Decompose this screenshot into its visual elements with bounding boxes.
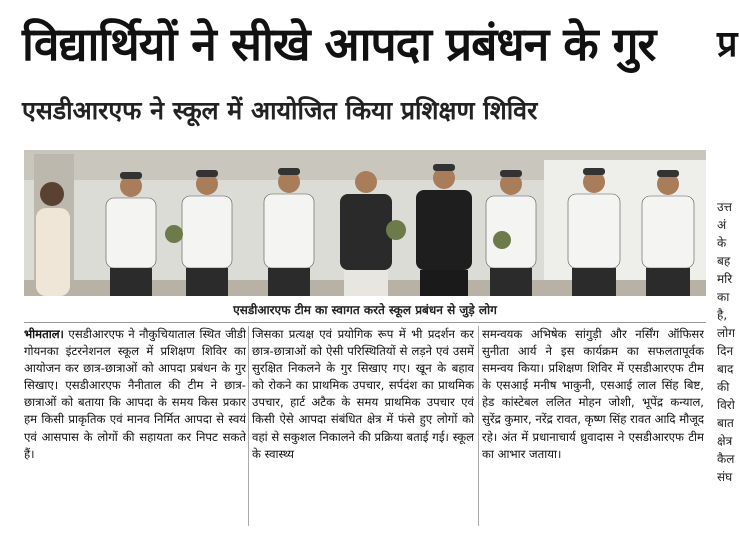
photo-caption: एसडीआरएफ टीम का स्वागत करते स्कूल प्रबंधन से जुड़े लोग: [24, 298, 706, 323]
adjacent-line: का: [717, 290, 730, 304]
headline: विद्यार्थियों ने सीखे आपदा प्रबंधन के गुर: [22, 17, 656, 71]
adjacent-line: लोग: [717, 326, 736, 340]
adjacent-line: बाद: [717, 362, 734, 376]
adjacent-line: है,: [717, 308, 728, 322]
adjacent-line: कैल: [717, 452, 735, 466]
adjacent-line: की: [717, 380, 730, 394]
adjacent-line: दिन: [717, 344, 734, 358]
column-divider: [248, 326, 249, 526]
adjacent-line: क्षेत्र: [717, 434, 733, 448]
adjacent-line: अं: [717, 218, 727, 232]
photo-illustration: [24, 150, 706, 296]
news-photo: [24, 150, 706, 296]
column-divider: [478, 326, 479, 526]
adjacent-line: विरो: [717, 398, 735, 412]
adjacent-line: मरि: [717, 272, 733, 286]
adjacent-article-fragment: [713, 0, 739, 540]
adjacent-line: के: [717, 236, 727, 250]
adjacent-line: संघ: [717, 470, 733, 484]
adjacent-headline: प्र: [717, 24, 738, 65]
adjacent-line: बात: [717, 416, 734, 430]
subheadline: एसडीआरएफ ने स्कूल में आयोजित किया प्रशिक्षण शिविर: [22, 96, 538, 125]
article-column-3: समन्वयक अभिषेक सांगुड़ी और नर्सिंग ऑफिसर सुनीता आर्य ने इस कार्यक्रम का सफलतापूर्वक समन्वय किया। प्रशिक्षण शिविर में एसडीआरएफ टीम के एसआई मनीष भाकुनी, एसआई लाल सिंह बिष्ट, हेड कांस्टेबल ललित मोहन जोशी, भूपेंद्र कन्याल, सुरेंद्र कुमार, नरेंद्र रावत, कृष्ण सिंह रावत आदि मौजूद रहे। अंत में प्रधानाचार्य ध्रुवादास ने एसडीआरएफ टीम का आभार जताया।: [482, 327, 704, 461]
dateline: भीमताल।: [24, 327, 64, 341]
article-text-1: एसडीआरएफ ने नौकुचियाताल स्थित जीडी गोयनका इंटरनेशनल स्कूल में प्रशिक्षण शिविर का आयोजन कर छात्र-छात्राओं को आपदा प्रबंधन के गुर सिखाए। एसडीआरएफ नैनीताल की टीम ने छात्र-छात्राओं को बताया कि आपदा के समय किस प्रकार हम किसी प्राकृतिक एवं मानव निर्मित आपदा से स्वयं एवं आसपास के लोगों की सहायता कर निपट सकते हैं।: [24, 327, 246, 461]
article-column-2: जिसका प्रत्यक्ष एवं प्रयोगिक रूप में भी प्रदर्शन कर छात्र-छात्राओं को ऐसी परिस्थितियों से लड़ने एवं उसमें सुरक्षित निकलने के गुर सिखाए गए। खून के बहाव को रोकने का प्राथमिक उपचार, सर्पदंश का प्राथमिक उपचार, हार्ट अटैक के समय प्राथमिक उपचार एवं किसी ऐसे आपदा संबंधित क्षेत्र में फंसे हुए लोगों को वहां से सकुशल निकालने की प्रक्रिया बताई गई। स्कूल के स्वास्थ्य: [252, 327, 474, 461]
adjacent-line: बह: [717, 254, 731, 268]
adjacent-line: उत्त: [717, 200, 732, 214]
article-column-1: [24, 326, 246, 531]
